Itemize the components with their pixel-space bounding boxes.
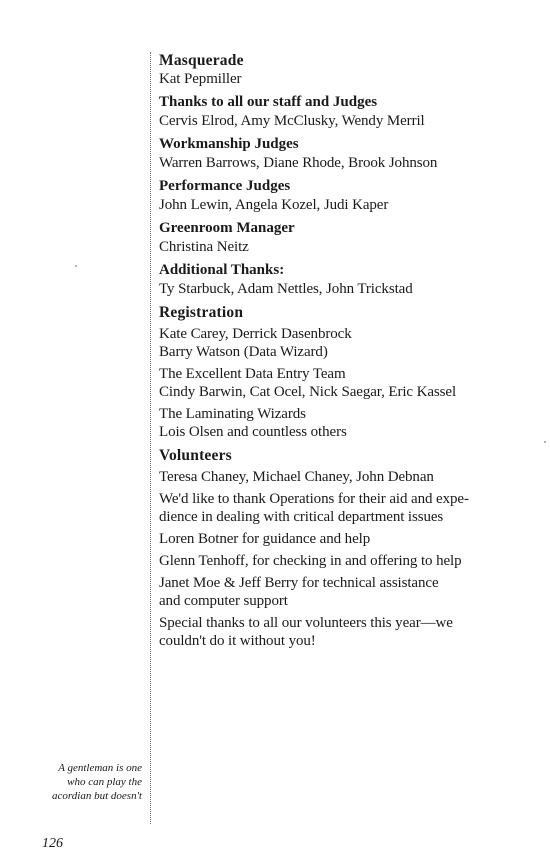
volunteers-line: We'd like to thank Operations for their aid and expe-	[159, 491, 469, 507]
greenroom-section	[159, 219, 529, 256]
registration-paragraph	[159, 325, 529, 361]
volunteers-paragraph	[159, 552, 529, 570]
sidebar-quote-line: who can play the	[67, 776, 142, 788]
volunteers-line: and computer support	[159, 593, 288, 609]
performance-section	[159, 177, 529, 214]
workmanship-section	[159, 135, 529, 172]
sidebar-quote-line: acordian but doesn't	[52, 790, 142, 802]
scan-speck	[544, 441, 546, 443]
registration-line: Kate Carey, Derrick Dasenbrock	[159, 326, 352, 342]
registration-section	[159, 303, 529, 441]
subheading-thanks-staff: Thanks to all our staff and Judges	[159, 94, 378, 110]
volunteers-line: Janet Moe & Jeff Berry for technical assistance	[159, 575, 439, 591]
sidebar-quote-line: A gentleman is one	[58, 762, 142, 774]
registration-line: Barry Watson (Data Wizard)	[159, 344, 328, 360]
thanks-staff-section	[159, 93, 529, 130]
volunteers-line: Teresa Chaney, Michael Chaney, John Debnan	[159, 469, 434, 485]
volunteers-paragraph	[159, 530, 529, 548]
volunteers-line: couldn't do it without you!	[159, 633, 316, 649]
registration-line: Cindy Barwin, Cat Ocel, Nick Saegar, Eric Kassel	[159, 384, 457, 400]
thanks-staff-names: Cervis Elrod, Amy McClusky, Wendy Merril	[159, 113, 425, 129]
performance-judges-names: John Lewin, Angela Kozel, Judi Kaper	[159, 197, 389, 213]
registration-line: The Laminating Wizards	[159, 406, 306, 422]
registration-paragraph	[159, 365, 529, 401]
volunteers-line: Special thanks to all our volunteers this year—we	[159, 615, 453, 631]
subheading-performance-judges: Performance Judges	[159, 178, 291, 194]
registration-line: The Excellent Data Entry Team	[159, 366, 346, 382]
registration-paragraph	[159, 405, 529, 441]
subheading-greenroom-manager: Greenroom Manager	[159, 220, 295, 236]
subheading-workmanship-judges: Workmanship Judges	[159, 136, 299, 152]
workmanship-judges-names: Warren Barrows, Diane Rhode, Brook Johnson	[159, 155, 438, 171]
section-heading-masquerade: Masquerade	[159, 52, 244, 69]
masquerade-section	[159, 51, 529, 88]
credits-column	[159, 51, 529, 655]
volunteers-paragraph	[159, 614, 529, 650]
masquerade-name: Kat Pepmiller	[159, 71, 242, 87]
additional-thanks-names: Ty Starbuck, Adam Nettles, John Trickstad	[159, 281, 413, 297]
section-heading-volunteers: Volunteers	[159, 447, 232, 464]
sidebar-quote	[30, 761, 142, 803]
page-number: 126	[42, 836, 63, 851]
volunteers-line: dience in dealing with critical department issues	[159, 509, 444, 525]
volunteers-line: Glenn Tenhoff, for checking in and offering to help	[159, 553, 462, 569]
volunteers-paragraph	[159, 574, 529, 610]
volunteers-paragraph	[159, 490, 529, 526]
volunteers-line: Loren Botner for guidance and help	[159, 531, 371, 547]
greenroom-manager-name: Christina Neitz	[159, 239, 249, 255]
subheading-additional-thanks: Additional Thanks:	[159, 262, 285, 278]
registration-line: Lois Olsen and countless others	[159, 424, 347, 440]
dotted-divider-line	[150, 52, 151, 824]
section-heading-registration: Registration	[159, 304, 244, 321]
volunteers-paragraph	[159, 468, 529, 486]
scan-speck	[75, 265, 77, 267]
additional-thanks-section	[159, 261, 529, 298]
volunteers-section	[159, 446, 529, 650]
